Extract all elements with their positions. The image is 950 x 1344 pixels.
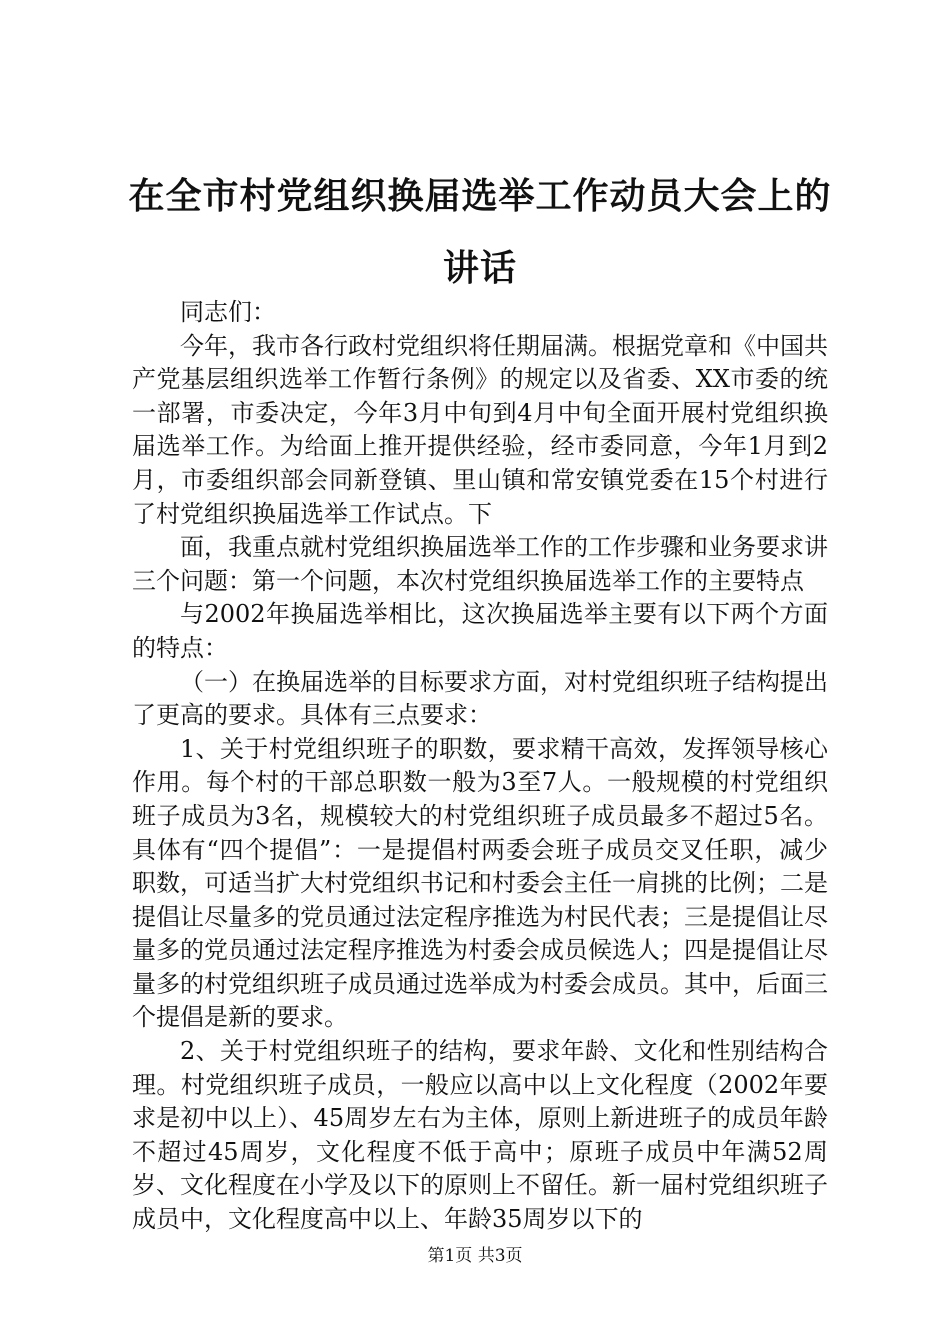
body-paragraph: 1、关于村党组织班子的职数，要求精干高效，发挥领导核心作用。每个村的干部总职数一般为3至7人。一般规模的村党组织班子成员为3名，规模较大的村党组织班子成员最多不超过5名。具体有“四个提倡”：一是提倡村两委会班子成员交叉任职，减少职数，可适当扩大村党组织书记和村委会主任一肩挑的比例；二是提倡让尽量多的党员通过法定程序推选为村民代表；三是提倡让尽量多的党员通过法定程序推选为村委会成员候选人；四是提倡让尽量多的村党组织班子成员通过选举成为村委会成员。其中，后面三个提倡是新的要求。 — [132, 734, 828, 1032]
body-paragraph: （一）在换届选举的目标要求方面，对村党组织班子结构提出了更高的要求。具体有三点要求： — [132, 667, 828, 730]
document-title: 在全市村党组织换届选举工作动员大会上的讲话 — [128, 175, 832, 289]
body-paragraph: 今年，我市各行政村党组织将任期届满。根据党章和《中国共产党基层组织选举工作暂行条例》的规定以及省委、XX市委的统一部署，市委决定，今年3月中旬到4月中旬全面开展村党组织换届选举工作。为给面上推开提供经验，经市委同意，今年1月到2月，市委组织部会同新登镇、里山镇和常安镇党委在15个村进行了村党组织换届选举工作试点。下 — [132, 331, 828, 528]
page-footer: 第1页 共3页 — [427, 1246, 523, 1266]
salutation-paragraph: 同志们： — [180, 298, 276, 326]
body-paragraph: 与2002年换届选举相比，这次换届选举主要有以下两个方面的特点： — [132, 600, 828, 662]
body-paragraph: 2、关于村党组织班子的结构，要求年龄、文化和性别结构合理。村党组织班子成员，一般应以高中以上文化程度（2002年要求是初中以上）、45周岁左右为主体，原则上新进班子的成员年龄不超过45周岁，文化程度不低于高中；原班子成员中年满52周岁、文化程度在小学及以下的原则上不留任。新一届村党组织班子成员中，文化程度高中以上、年龄35周岁以下的 — [132, 1037, 828, 1234]
body-paragraph: 面，我重点就村党组织换届选举工作的工作步骤和业务要求讲三个问题：第一个问题，本次村党组织换届选举工作的主要特点 — [132, 533, 828, 595]
document-body — [132, 296, 828, 1237]
